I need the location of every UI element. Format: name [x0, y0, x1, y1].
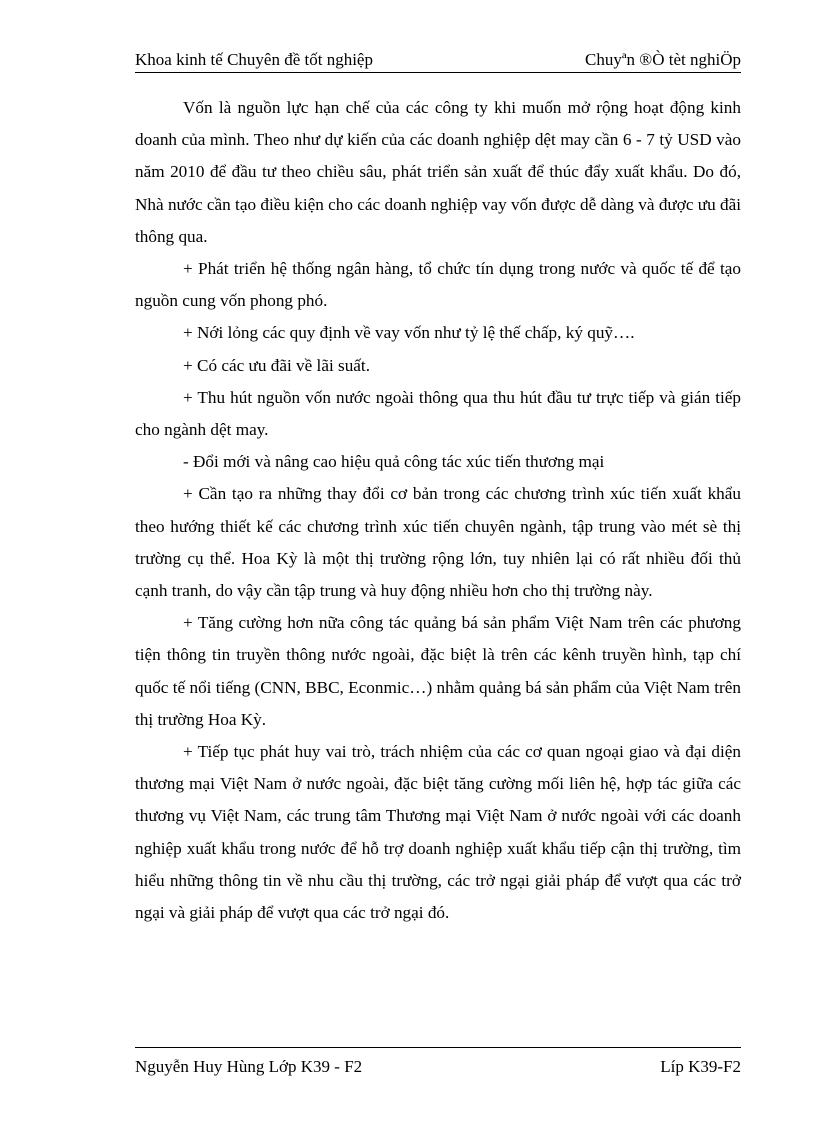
paragraph-diplomatic-role: + Tiếp tục phát huy vai trò, trách nhiệm của các cơ quan ngoại giao và đại diện thương mại Việt Nam ở nước ngoài, đặc biệt tăng cường mối liên hệ, hợp tác giữa các thương vụ Việt Nam, các trung tâm Thương mại Việt Nam ở nước ngoài với các doanh nghiệp xuất khẩu trong nước để hỗ trợ doanh nghiệp xuất khẩu tiếp cận thị trường, tìm hiểu những thông tin về nhu cầu thị trường, các trở ngại giải pháp để vượt qua các trở ngại và giải pháp để vượt qua các trở ngại đó. [135, 742, 741, 923]
footer-left-text: Nguyễn Huy Hùng Lớp K39 - F2 [135, 1057, 363, 1076]
page-footer [135, 1047, 741, 1080]
header-right-text: Chuyªn ®Ò tèt nghiÖp [585, 50, 741, 69]
document-body [135, 92, 741, 929]
paragraph-export-programs: + Cần tạo ra những thay đổi cơ bản trong các chương trình xúc tiến xuất khẩu theo hướng thiết kế các chương trình xúc tiến chuyên ngành, tập trung vào mét sè thị trường cụ thể. Hoa Kỳ là một thị trường rộng lớn, tuy nhiên lại có rất nhiều đối thủ cạnh tranh, do vậy cần tập trung và huy động nhiều hơn cho thị trường này. [135, 484, 741, 601]
paragraph-interest-incentives: + Có các ưu đãi về lãi suất. [183, 355, 371, 375]
footer-right-text: Líp K39-F2 [660, 1057, 741, 1076]
paragraph-capital-intro: Vốn là nguồn lực hạn chế của các công ty khi muốn mở rộng hoạt động kinh doanh của mình. Theo như dự kiến của các doanh nghiệp dệt may cần 6 - 7 tỷ USD vào năm 2010 để đầu tư theo chiều sâu, phát triển sản xuất để thúc đẩy xuất khẩu. Do đó, Nhà nước cần tạo điều kiện cho các doanh nghiệp vay vốn được dễ dàng và được ưu đãi thông qua. [135, 98, 741, 246]
paragraph-media-promotion: + Tăng cường hơn nữa công tác quảng bá sản phẩm Việt Nam trên các phương tiện thông tin truyền thông nước ngoài, đặc biệt là trên các kênh truyền hình, tạp chí quốc tế nổi tiếng (CNN, BBC, Econmic…) nhằm quảng bá sản phẩm của Việt Nam trên thị trường Hoa Kỳ. [135, 613, 741, 729]
header-left-text: Khoa kinh tế Chuyên đề tốt nghiệp [135, 50, 373, 69]
paragraph-loan-rules: + Nới lỏng các quy định về vay vốn như tỷ lệ thế chấp, ký quỹ…. [183, 323, 635, 343]
paragraph-trade-promotion-heading: - Đổi mới và nâng cao hiệu quả công tác xúc tiến thương mại [183, 452, 605, 472]
paragraph-banking-system: + Phát triển hệ thống ngân hàng, tổ chức tín dụng trong nước và quốc tế để tạo nguồn cung vốn phong phó. [135, 259, 741, 311]
page-header [135, 50, 741, 73]
paragraph-foreign-capital: + Thu hút nguồn vốn nước ngoài thông qua thu hút đầu tư trực tiếp và gián tiếp cho ngành dệt may. [135, 387, 741, 440]
